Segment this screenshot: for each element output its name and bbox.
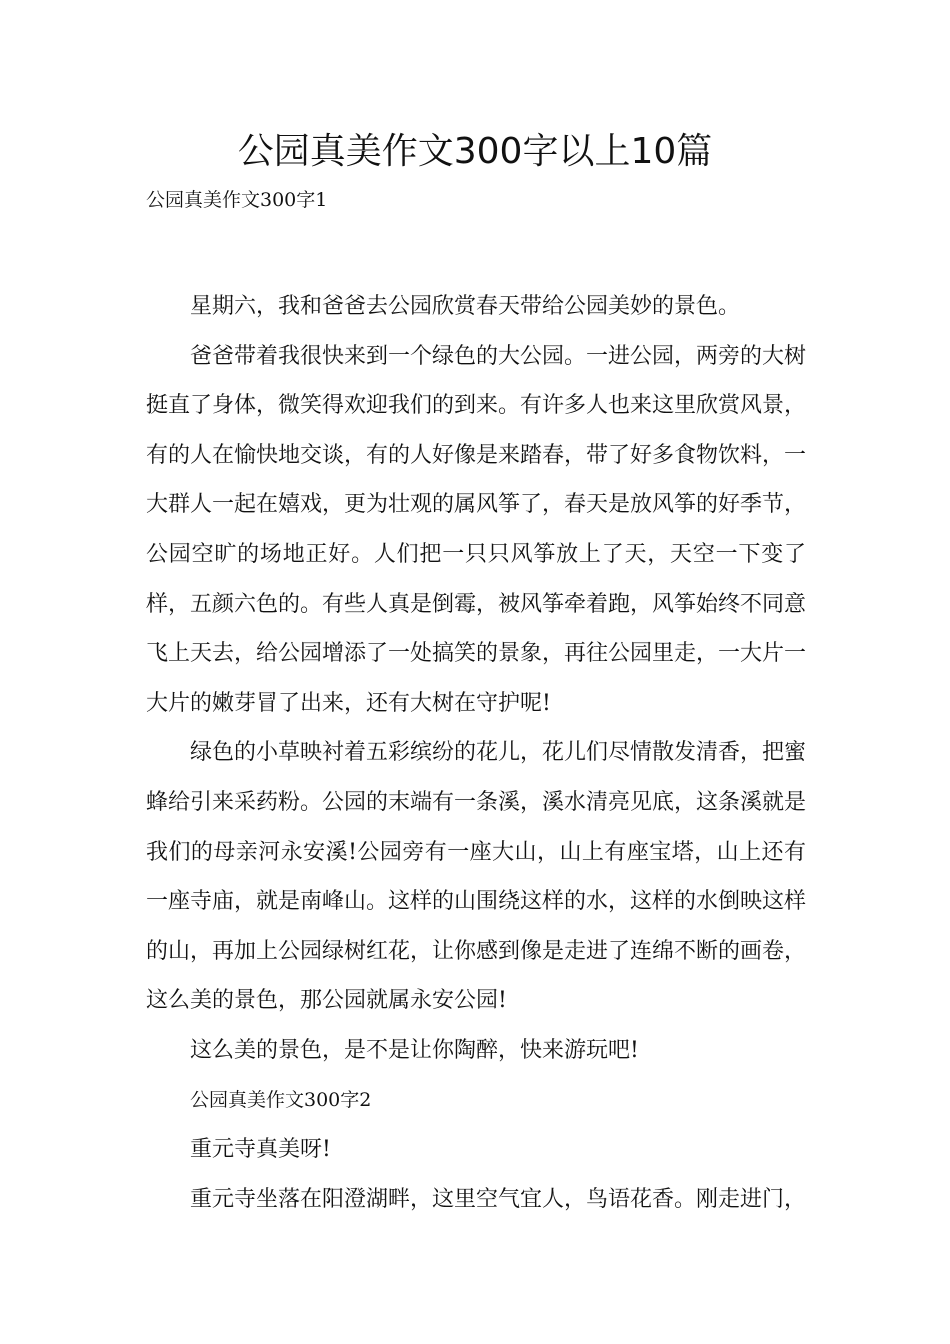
section-heading: 公园真美作文300字2 — [190, 1088, 372, 1111]
paragraph: 这么美的景色，是不是让你陶醉，快来游玩吧! — [190, 1037, 639, 1063]
document-title: 公园真美作文300字以上10篇 — [237, 131, 713, 172]
paragraph: 重元寺坐落在阳澄湖畔，这里空气宜人，鸟语花香。刚走进门， — [190, 1186, 807, 1212]
section-heading: 公园真美作文300字1 — [146, 189, 328, 211]
paragraph: 星期六，我和爸爸去公园欣赏春天带给公园美妙的景色。 — [190, 294, 741, 319]
paragraph: 爸爸带着我很快来到一个绿色的大公园。一进公园，两旁的大树挺直了身体，微笑得欢迎我们的到来。有许多人也来这里欣赏风景，有的人在愉快地交谈，有的人好像是来踏春，带了好多食物饮料，一大群人一起在嬉戏，更为壮观的属风筝了，春天是放风筝的好季节，公园空旷的场地正好。人们把一只只风筝放上了天，天空一下变了样，五颜六色的。有些人真是倒霉，被风筝牵着跑，风筝始终不同意飞上天去，给公园增添了一处搞笑的景象，再往公园里走，一大片一大片的嫩芽冒了出来，还有大树在守护呢! — [146, 343, 807, 716]
paragraph: 绿色的小草映衬着五彩缤纷的花儿，花儿们尽情散发清香，把蜜蜂给引来采药粉。公园的末端有一条溪，溪水清亮见底，这条溪就是我们的母亲河永安溪!公园旁有一座大山，山上有座宝塔，山上还有一座寺庙，就是南峰山。这样的山围绕这样的水，这样的水倒映这样的山，再加上公园绿树红花，让你感到像是走进了连绵不断的画卷，这么美的景色，那公园就属永安公园! — [146, 740, 807, 1014]
paragraph: 重元寺真美呀! — [190, 1137, 331, 1163]
document-body — [146, 282, 806, 1224]
